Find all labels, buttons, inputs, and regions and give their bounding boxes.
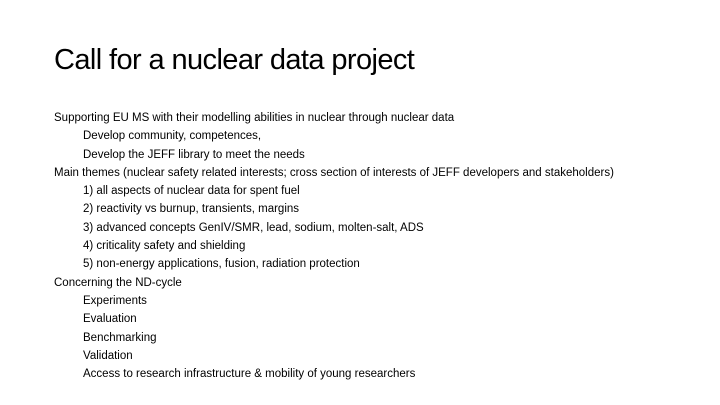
slide-title: Call for a nuclear data project (54, 44, 415, 76)
body-line: 2) reactivity vs burnup, transients, margins (83, 203, 300, 216)
body-line: Develop the JEFF library to meet the needs (83, 148, 305, 161)
body-line: 3) advanced concepts GenIV/SMR, lead, sodium, molten-salt, ADS (83, 221, 424, 234)
body-line: Develop community, competences, (83, 130, 262, 143)
body-line: Supporting EU MS with their modelling abilities in nuclear through nuclear data (54, 112, 455, 124)
body-line: 5) non-energy applications, fusion, radiation protection (83, 258, 360, 271)
body-line: Experiments (83, 294, 147, 307)
slide-body (54, 109, 694, 383)
body-line: 4) criticality safety and shielding (83, 240, 246, 253)
body-line: Access to research infrastructure & mobility of young researchers (83, 368, 416, 381)
body-line: 1) all aspects of nuclear data for spent fuel (83, 185, 300, 198)
body-line: Validation (83, 349, 133, 362)
body-line: Evaluation (83, 313, 137, 326)
body-line: Concerning the ND-cycle (54, 276, 182, 289)
body-line: Benchmarking (83, 331, 157, 344)
body-line: Main themes (nuclear safety related interests; cross section of interests of JEFF developers and stakeholders) (54, 166, 614, 179)
